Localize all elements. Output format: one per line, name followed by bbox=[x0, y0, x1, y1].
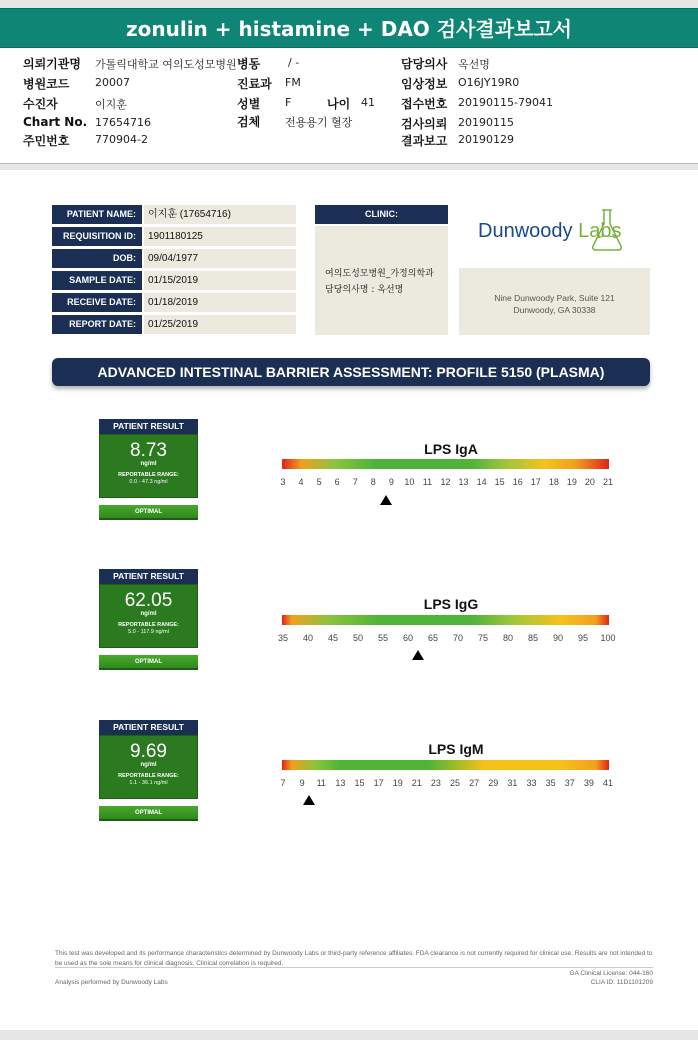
report-title: zonulin + histamine + DAO 검사결과보고서 bbox=[125, 17, 572, 41]
tick-label: 7 bbox=[352, 477, 358, 487]
tick-label: 70 bbox=[452, 633, 464, 643]
clinic-info bbox=[315, 226, 448, 335]
top-margin bbox=[0, 0, 698, 8]
clinical-info-label: 임상정보 bbox=[401, 77, 448, 91]
result-unit: ng/ml bbox=[140, 461, 157, 467]
clinical-info-value: O16JY19R0 bbox=[458, 76, 520, 89]
tick-label: 85 bbox=[527, 633, 539, 643]
result-value-panel bbox=[99, 584, 198, 648]
logo-main-text: Dunwoody bbox=[478, 220, 573, 242]
tick-label: 55 bbox=[377, 633, 389, 643]
result-card-lps-igg bbox=[99, 569, 198, 665]
ga-license: GA Clinical License: 044-160 bbox=[569, 970, 653, 977]
dept-value: FM bbox=[285, 76, 301, 89]
patient-name-label: PATIENT NAME: bbox=[52, 205, 142, 224]
patient-label: 수진자 bbox=[23, 97, 58, 111]
tick-label: 75 bbox=[477, 633, 489, 643]
lab-address bbox=[459, 268, 650, 335]
facility-label: 의뢰기관명 bbox=[23, 57, 81, 71]
requisition-id-label: REQUISITION ID: bbox=[52, 227, 142, 246]
dob-value: 09/04/1977 bbox=[144, 249, 296, 268]
report-date-value: 20190129 bbox=[458, 133, 514, 146]
result-marker-lps-igg bbox=[412, 650, 424, 660]
request-date-value: 20190115 bbox=[458, 116, 514, 129]
tick-label: 16 bbox=[512, 477, 523, 487]
tick-label: 27 bbox=[469, 778, 480, 788]
result-card-lps-igm bbox=[99, 720, 198, 816]
tick-label: 60 bbox=[402, 633, 414, 643]
tick-label: 35 bbox=[545, 778, 556, 788]
reportable-range: 0.0 - 47.3 ng/ml bbox=[129, 479, 168, 485]
dob-label: DOB: bbox=[52, 249, 142, 268]
title-bar bbox=[0, 8, 698, 48]
sex-label: 성별 bbox=[237, 97, 261, 111]
tick-label: 13 bbox=[335, 778, 346, 788]
status-badge: OPTIMAL bbox=[99, 806, 198, 821]
tick-label: 17 bbox=[373, 778, 384, 788]
chart-no-value: 17654716 bbox=[95, 116, 151, 129]
tick-label: 10 bbox=[404, 477, 415, 487]
tick-label: 11 bbox=[316, 778, 326, 788]
tick-label: 100 bbox=[600, 633, 616, 643]
tick-label: 25 bbox=[450, 778, 461, 788]
patient-value: 이지훈 bbox=[95, 98, 127, 111]
receive-date-value: 01/18/2019 bbox=[144, 293, 296, 312]
tick-label: 65 bbox=[427, 633, 439, 643]
result-value: 62.05 bbox=[124, 590, 173, 611]
result-marker-lps-iga bbox=[380, 495, 392, 505]
accession-value: 20190115-79041 bbox=[458, 96, 553, 109]
tick-label: 41 bbox=[602, 778, 614, 788]
result-value: 9.69 bbox=[130, 741, 167, 762]
tick-label: 7 bbox=[280, 778, 286, 788]
sex-value: F bbox=[285, 96, 292, 109]
sample-date-label: SAMPLE DATE: bbox=[52, 271, 142, 290]
tick-label: 39 bbox=[583, 778, 594, 788]
tick-label: 50 bbox=[352, 633, 364, 643]
footer-divider bbox=[55, 967, 653, 968]
tick-label: 90 bbox=[552, 633, 564, 643]
tick-label: 40 bbox=[302, 633, 314, 643]
test-name-lps-igm: LPS IgM bbox=[428, 741, 484, 757]
receive-date-label: RECEIVE DATE: bbox=[52, 293, 142, 312]
lab-address-line1: Nine Dunwoody Park, Suite 121 bbox=[494, 293, 615, 303]
tick-label: 13 bbox=[458, 477, 469, 487]
tick-label: 9 bbox=[299, 778, 305, 788]
tick-label: 95 bbox=[577, 633, 589, 643]
specimen-value: 전용용기 혈장 bbox=[285, 116, 353, 129]
scale-bar-lps-iga bbox=[282, 459, 609, 469]
result-value-panel bbox=[99, 735, 198, 799]
facility-value: 가톨릭대학교 여의도성모병원 bbox=[95, 58, 237, 71]
scale-ticks-lps-iga bbox=[280, 477, 614, 489]
tick-label: 21 bbox=[411, 778, 422, 788]
clinic-name: 여의도성모병원_가정의학과 bbox=[325, 269, 434, 279]
assessment-title: ADVANCED INTESTINAL BARRIER ASSESSMENT: PROFILE 5150 (PLASMA) bbox=[52, 358, 650, 386]
tick-label: 19 bbox=[392, 778, 403, 788]
ward-value: / - bbox=[288, 56, 300, 69]
doctor-value: 옥선명 bbox=[458, 58, 490, 71]
report-header-info bbox=[0, 48, 698, 164]
tick-label: 3 bbox=[280, 477, 286, 487]
license-info bbox=[540, 969, 653, 987]
tick-label: 80 bbox=[502, 633, 514, 643]
scale-ticks-lps-igm bbox=[280, 778, 614, 790]
requisition-id-value: 1901180125 bbox=[144, 227, 296, 246]
lab-address-line2: Dunwoody, GA 30338 bbox=[513, 305, 596, 315]
result-card-lps-iga bbox=[99, 419, 198, 515]
result-value: 8.73 bbox=[130, 440, 167, 461]
scale-ticks-lps-igg bbox=[277, 633, 616, 645]
tick-label: 11 bbox=[422, 477, 433, 487]
logo-accent-text: Labs bbox=[578, 220, 622, 242]
doctor-label: 담당의사 bbox=[401, 57, 448, 71]
tick-label: 19 bbox=[566, 477, 577, 487]
performed-by: Analysis performed by Dunwoody Labs bbox=[55, 979, 168, 986]
scale-bar-lps-igg bbox=[282, 615, 609, 625]
tick-label: 5 bbox=[316, 477, 322, 487]
clia-id: CLIA ID: 11D1101209 bbox=[590, 979, 653, 986]
tick-label: 4 bbox=[298, 477, 304, 487]
result-unit: ng/ml bbox=[140, 611, 157, 617]
tick-label: 6 bbox=[334, 477, 340, 487]
dept-label: 진료과 bbox=[237, 77, 272, 91]
tick-label: 35 bbox=[277, 633, 289, 643]
sample-date-value: 01/15/2019 bbox=[144, 271, 296, 290]
tick-label: 15 bbox=[354, 778, 365, 788]
report-date-value: 01/25/2019 bbox=[144, 315, 296, 334]
result-marker-lps-igm bbox=[303, 795, 315, 805]
patient-result-header: PATIENT RESULT bbox=[99, 419, 198, 434]
tick-label: 23 bbox=[430, 778, 441, 788]
tick-label: 17 bbox=[530, 477, 541, 487]
age-label: 나이 bbox=[327, 97, 351, 111]
age-value: 41 bbox=[361, 96, 375, 109]
tick-label: 12 bbox=[440, 477, 451, 487]
result-unit: ng/ml bbox=[140, 762, 157, 768]
chart-no-label: Chart No. bbox=[23, 115, 88, 129]
tick-label: 29 bbox=[488, 778, 499, 788]
test-name-lps-iga: LPS IgA bbox=[424, 441, 478, 457]
tick-label: 14 bbox=[476, 477, 487, 487]
tick-label: 9 bbox=[388, 477, 394, 487]
reportable-range-label: REPORTABLE RANGE: bbox=[118, 472, 179, 478]
tick-label: 8 bbox=[370, 477, 376, 487]
reportable-range: 1.1 - 36.1 ng/ml bbox=[129, 780, 168, 786]
tick-label: 21 bbox=[602, 477, 614, 487]
clinic-label: CLINIC: bbox=[315, 205, 448, 224]
tick-label: 31 bbox=[507, 778, 518, 788]
clinic-doctor: 담당의사명 : 옥선명 bbox=[325, 285, 404, 295]
patient-result-header: PATIENT RESULT bbox=[99, 569, 198, 584]
report-date-label: REPORT DATE: bbox=[52, 315, 142, 334]
patient-result-header: PATIENT RESULT bbox=[99, 720, 198, 735]
result-value-panel bbox=[99, 434, 198, 498]
request-date-label: 검사의뢰 bbox=[401, 117, 448, 131]
accession-label: 접수번호 bbox=[401, 97, 448, 111]
patient-name-value: 이지훈 (17654716) bbox=[144, 205, 296, 224]
reportable-range: 5.0 - 117.9 ng/ml bbox=[128, 629, 169, 635]
scale-bar-lps-igm bbox=[282, 760, 609, 770]
tick-label: 20 bbox=[584, 477, 595, 487]
resident-no-value: 770904-2 bbox=[95, 133, 148, 146]
reportable-range-label: REPORTABLE RANGE: bbox=[118, 622, 179, 628]
flask-icon bbox=[590, 208, 624, 252]
hospital-code-label: 병원코드 bbox=[23, 77, 70, 91]
resident-no-label: 주민번호 bbox=[23, 134, 70, 148]
disclaimer: This test was developed and its performance characteristics determined by Dunwoody Labs or third-party reference affiliates. FDA clearance is not currently required for clinical use. Results are not intended to be used as the sole means for clinical diagnosis. Clinical correlation is required. bbox=[55, 950, 653, 967]
reportable-range-label: REPORTABLE RANGE: bbox=[118, 773, 179, 779]
tick-label: 45 bbox=[327, 633, 339, 643]
tick-label: 18 bbox=[548, 477, 559, 487]
ward-label: 병동 bbox=[237, 57, 261, 71]
test-name-lps-igg: LPS IgG bbox=[423, 596, 479, 612]
tick-label: 15 bbox=[494, 477, 505, 487]
status-badge: OPTIMAL bbox=[99, 505, 198, 520]
tick-label: 33 bbox=[526, 778, 537, 788]
specimen-label: 검체 bbox=[237, 115, 261, 129]
status-badge: OPTIMAL bbox=[99, 655, 198, 670]
hospital-code-value: 20007 bbox=[95, 76, 130, 89]
report-date-label: 결과보고 bbox=[401, 134, 448, 148]
tick-label: 37 bbox=[564, 778, 575, 788]
